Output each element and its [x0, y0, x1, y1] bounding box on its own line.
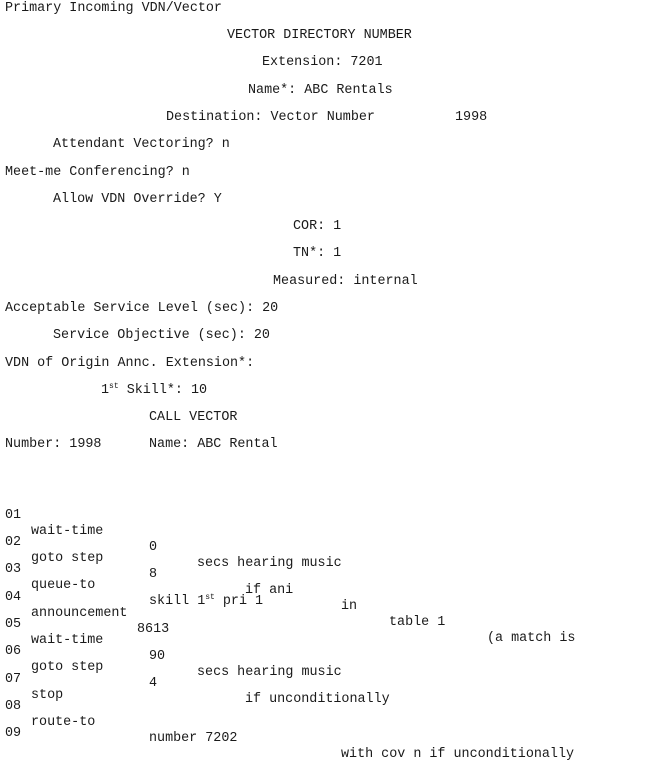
vdn-acceptable-service-level: Acceptable Service Level (sec): 20: [5, 301, 279, 316]
vector-heading: CALL VECTOR: [149, 410, 238, 425]
vector-name: Name: ABC Rental: [149, 437, 278, 452]
vector-step-row: 09: [5, 726, 22, 741]
vdn-destination-field: Destination: Vector Number: [166, 110, 375, 125]
vdn-destination-number: 1998: [455, 110, 488, 125]
vector-step-row: 03 queue-to skill 1st pri 1: [5, 562, 264, 609]
vdn-meet-me-conferencing: Meet-me Conferencing? n: [5, 165, 190, 180]
vdn-tn: TN*: 1: [293, 246, 342, 261]
vdn-attendant-vectoring: Attendant Vectoring? n: [53, 137, 230, 152]
vdn-heading: VECTOR DIRECTORY NUMBER: [227, 28, 412, 43]
vdn-name-field: Name*: ABC Rentals: [248, 83, 393, 98]
vdn-extension-field: Extension: 7201: [262, 55, 383, 70]
vector-number: Number: 1998: [5, 437, 102, 452]
vdn-measured: Measured: internal: [273, 274, 418, 289]
vector-step-row: 08 route-to number 7202 with cov n if unconditionally: [5, 699, 575, 762]
vdn-service-objective: Service Objective (sec): 20: [53, 328, 270, 343]
vector-step-row: 01 wait-time 0 secs hearing music: [5, 508, 342, 571]
vdn-cor: COR: 1: [293, 219, 342, 234]
page-title: Primary Incoming VDN/Vector: [5, 1, 222, 16]
vdn-first-skill: 1st Skill*: 10: [101, 382, 208, 398]
vector-step-row: 06 goto step 4 if unconditionally: [5, 644, 390, 707]
vector-step-row: 05 wait-time 90 secs hearing music: [5, 617, 342, 680]
vector-step-row: 02 goto step 8 if ani in table 1 (a match is: [5, 535, 576, 646]
vector-step-row: 07 stop: [5, 672, 64, 703]
vdn-allow-override: Allow VDN Override? Y: [53, 192, 222, 207]
vdn-origin-annc: VDN of Origin Annc. Extension*:: [5, 356, 255, 371]
vector-step-row: 04 announcement 8613: [5, 590, 170, 637]
